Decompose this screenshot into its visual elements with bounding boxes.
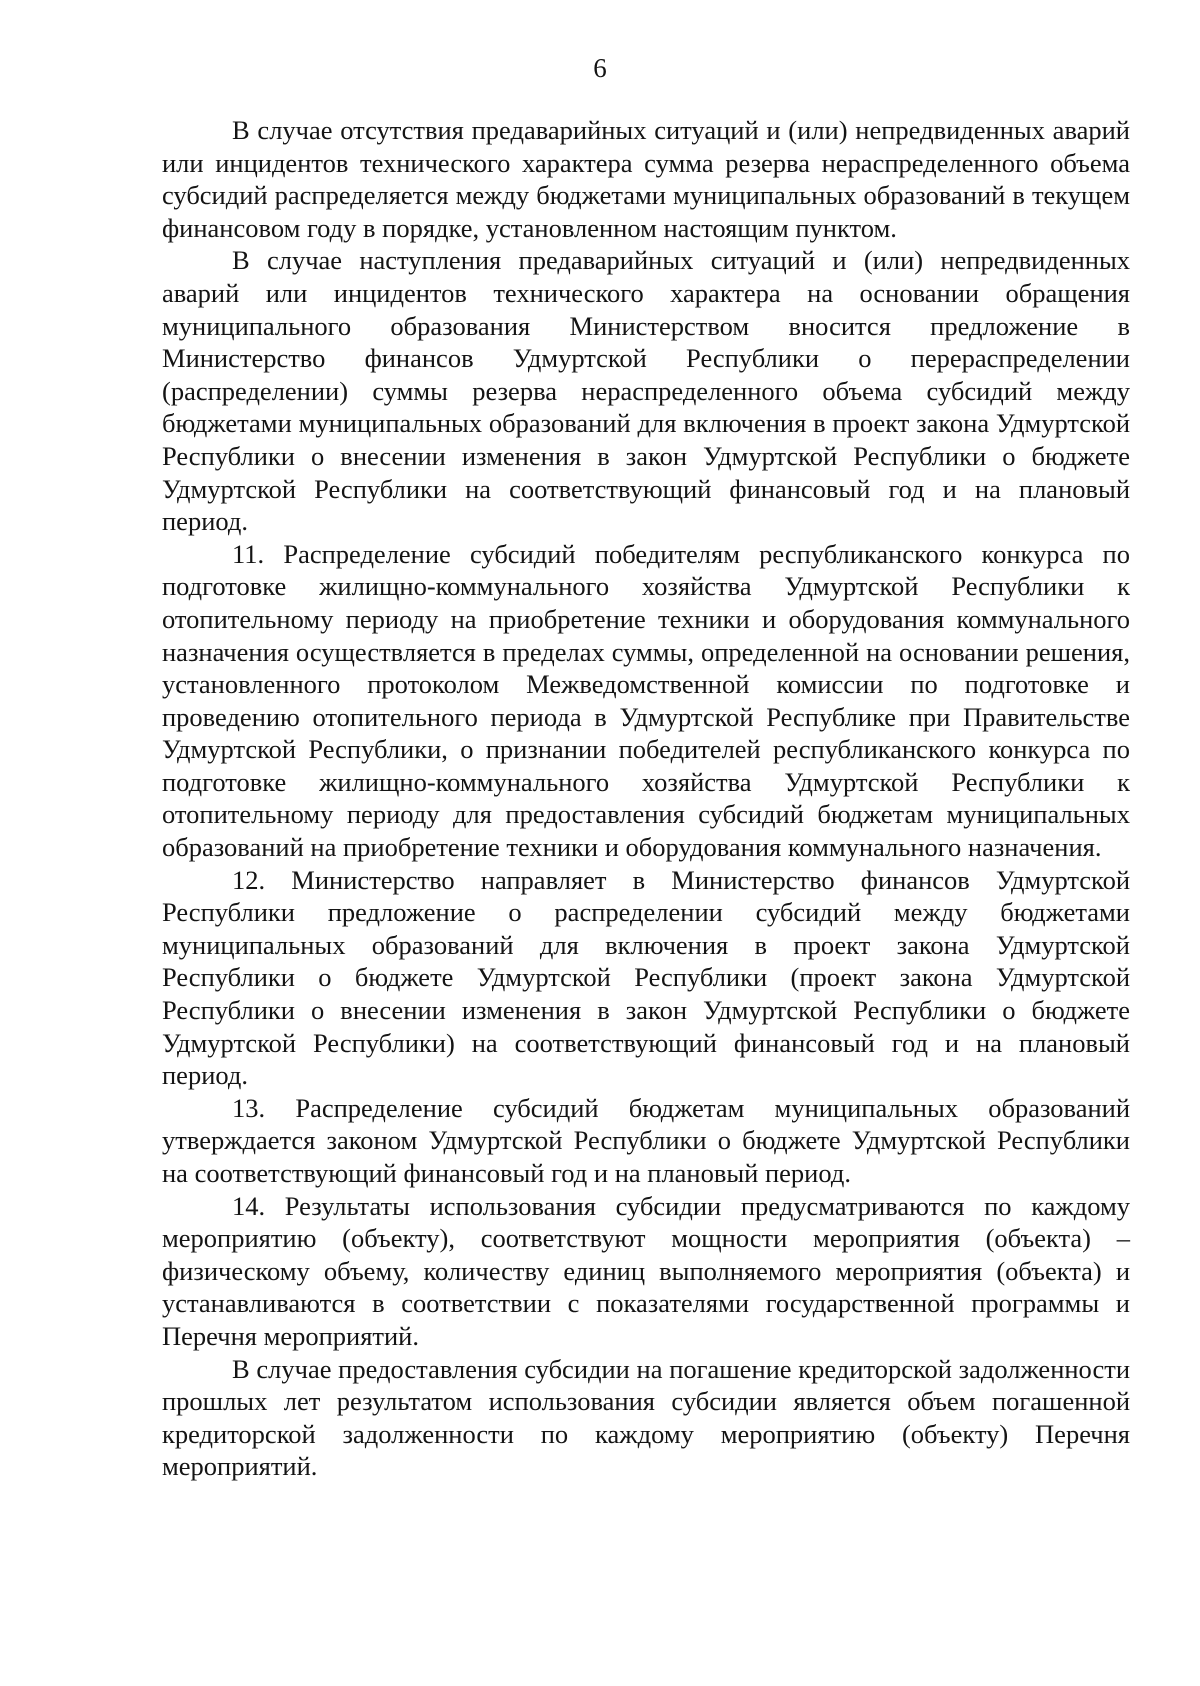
paragraph-item-14: 14. Результаты использования субсидии предусматриваются по каждому мероприятию (объекту), соответствуют мощности мероприятия (объекта) – физическому объему, количеству единиц выполняемого мероприятия (объекта) и устанавливаются в соответствии с показателями государственной программы и Перечня мероприятий. — [162, 1190, 1130, 1351]
document-body — [162, 114, 1130, 1483]
page-number: 6 — [593, 53, 607, 83]
paragraph-reserve-distribution: В случае отсутствия предаварийных ситуаций и (или) непредвиденных аварий или инцидентов технического характера сумма резерва нераспределенного объема субсидий распределяется между бюджетами муниципальных образований в текущем финансовом году в порядке, установленном настоящим пунктом. — [162, 115, 1130, 243]
paragraph-debt-repayment: В случае предоставления субсидии на погашение кредиторской задолженности прошлых лет результатом использования субсидии является объем погашенной кредиторской задолженности по каждому мероприятию (объекту) Перечня мероприятий. — [162, 1353, 1130, 1482]
paragraph-reserve-redistribution: В случае наступления предаварийных ситуаций и (или) непредвиденных аварий или инцидентов технического характера на основании обращения муниципального образования Министерством вносится предложение в Министерство финансов Удмуртской Республики о перераспределении (распределении) суммы резерва нераспределенного объема субсидий между бюджетами муниципальных образований для включения в проект закона Удмуртской Республики о внесении изменения в закон Удмуртской Республики о бюджете Удмуртской Республики на соответствующий финансовый год и на плановый период. — [162, 245, 1130, 537]
paragraph-item-11: 11. Распределение субсидий победителям республиканского конкурса по подготовке жилищно-коммунального хозяйства Удмуртской Республики к отопительному периоду на приобретение техники и оборудования коммунального назначения осуществляется в пределах суммы, определенной на основании решения, установленного протоколом Межведомственной комиссии по подготовке и проведению отопительного периода в Удмуртской Республике при Правительстве Удмуртской Республики, о признании победителей республиканского конкурса по подготовке жилищно-коммунального хозяйства Удмуртской Республики к отопительному периоду для предоставления субсидий бюджетам муниципальных образований на приобретение техники и оборудования коммунального назначения. — [162, 538, 1130, 863]
paragraph-item-12: 12. Министерство направляет в Министерство финансов Удмуртской Республики предложение о распределении субсидий между бюджетами муниципальных образований для включения в проект закона Удмуртской Республики о бюджете Удмуртской Республики (проект закона Удмуртской Республики о внесении изменения в закон Удмуртской Республики о бюджете Удмуртской Республики) на соответствующий финансовый год и на плановый период. — [162, 864, 1130, 1091]
paragraph-item-13: 13. Распределение субсидий бюджетам муниципальных образований утверждается законом Удмуртской Республики о бюджете Удмуртской Республики на соответствующий финансовый год и на плановый период. — [162, 1092, 1130, 1188]
